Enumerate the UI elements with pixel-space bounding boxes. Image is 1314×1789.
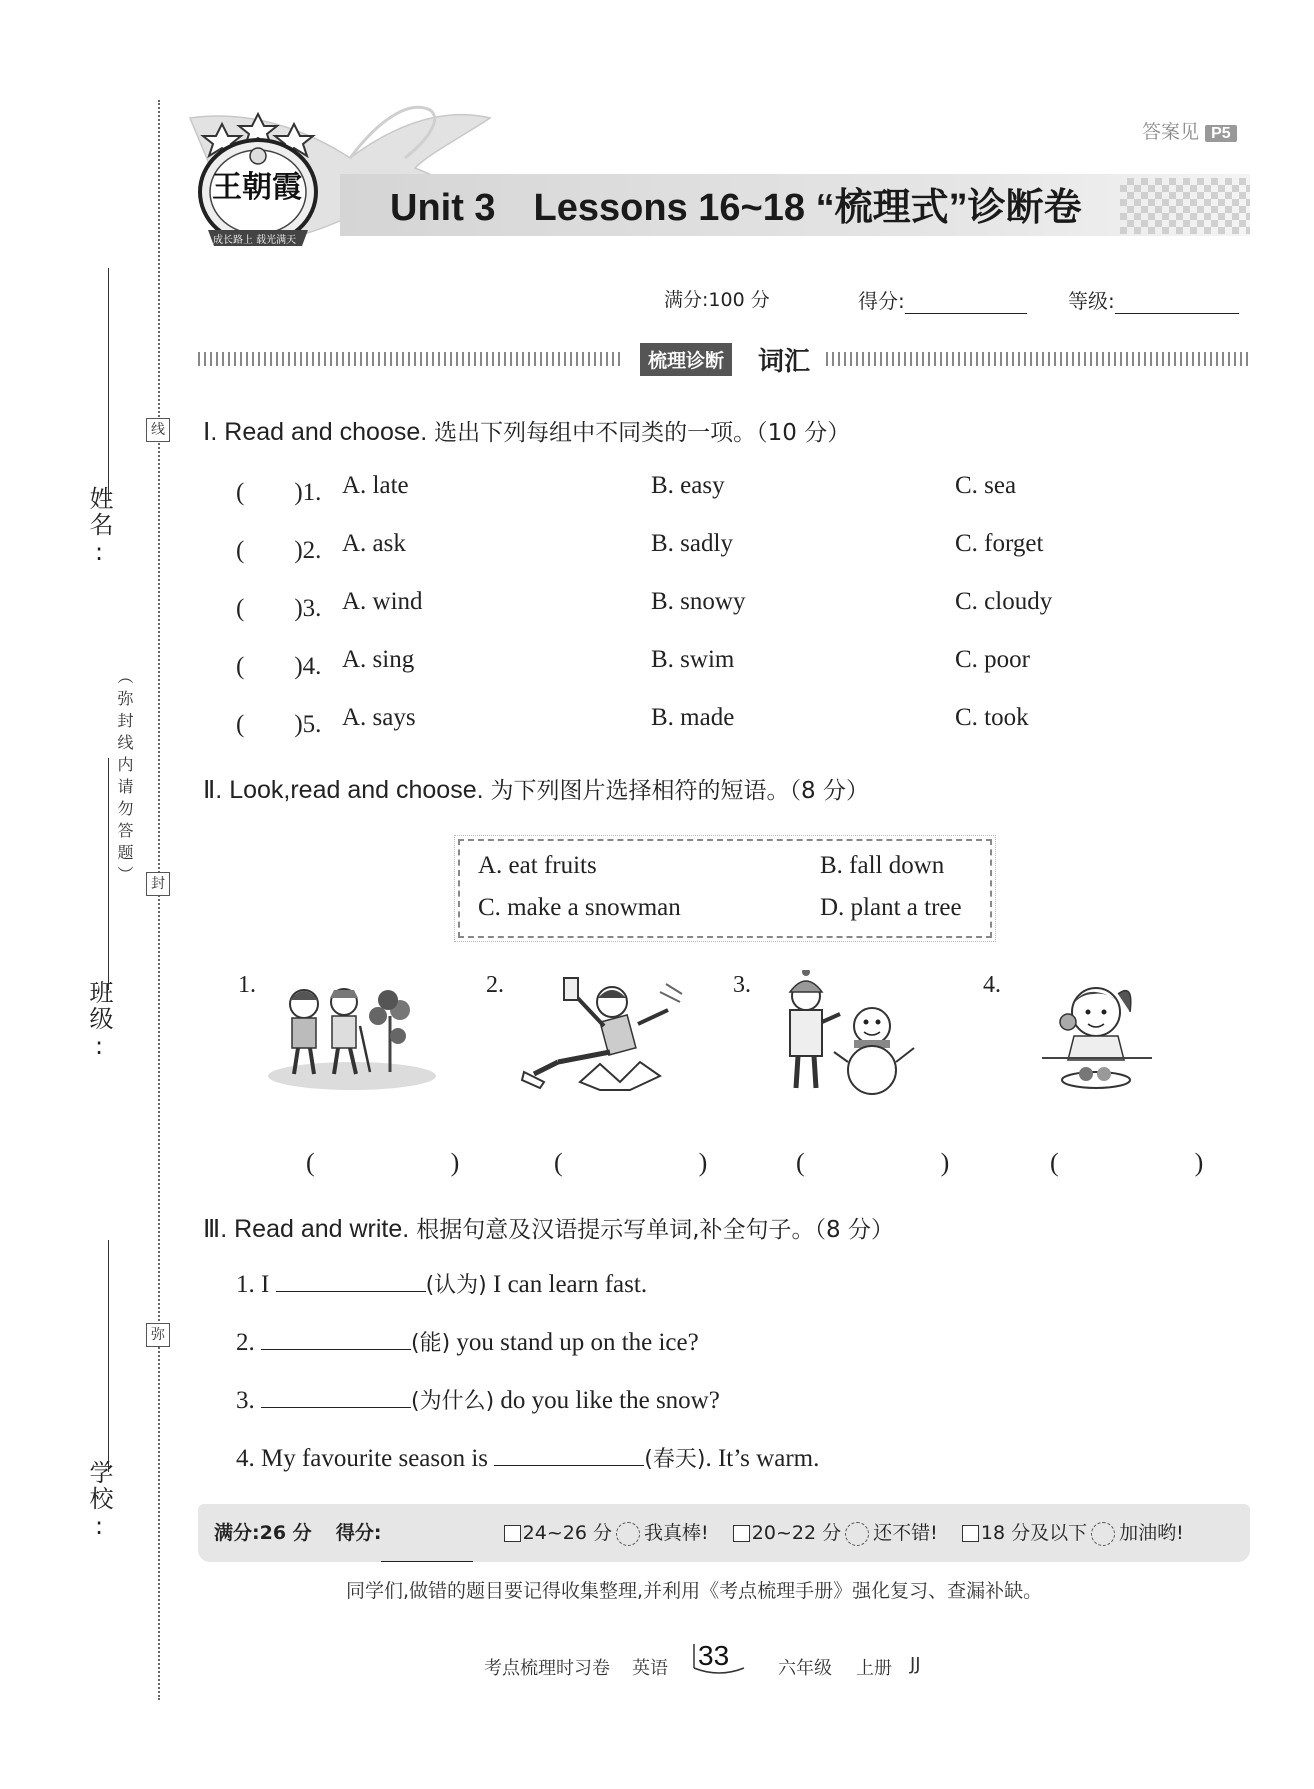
q1-item-4-c: C. poor <box>955 646 1030 673</box>
q1-item-5-b: B. made <box>651 704 735 731</box>
q1-item-2-b: B. sadly <box>651 530 733 557</box>
picture-1-number: 1. <box>238 972 256 998</box>
q3-item-3-blank[interactable] <box>261 1387 411 1408</box>
footer-volume: 上册 <box>856 1658 892 1679</box>
q1-item-3-b: B. snowy <box>651 588 746 615</box>
school-label: 学校: <box>85 1460 113 1542</box>
q3-item-3-post: do you like the snow? <box>494 1387 720 1414</box>
picture-3-number: 3. <box>733 972 751 998</box>
q1-item-1-a: A. late <box>342 472 409 499</box>
q1-item-1-c: C. sea <box>955 472 1017 499</box>
q3-item-2-hint: (能) <box>411 1331 451 1356</box>
q1-item-3-c: C. cloudy <box>955 588 1053 615</box>
section-full-score: 满分:26 分 <box>214 1522 312 1544</box>
q1-item-2-num[interactable]: ( )2. <box>236 537 322 564</box>
q3-item-2-pre: 2. <box>236 1329 261 1356</box>
q1-item-4-a: A. sing <box>342 646 415 673</box>
picture-plant-tree <box>266 976 438 1094</box>
binding-dotted-line <box>158 100 160 1700</box>
title-checker-pattern <box>1120 178 1250 234</box>
q1-heading <box>203 414 850 447</box>
picture-make-snowman <box>768 970 918 1100</box>
name-underline <box>108 268 109 500</box>
reminder-text: 同学们,做错的题目要记得收集整理,并利用《考点梳理手册》强化复习、查漏补缺。 <box>346 1580 1043 1602</box>
range-2-label: 20~22 分 <box>751 1522 842 1544</box>
q1-item-2-a: A. ask <box>342 530 406 557</box>
q3-item-4-pre: 4. My favourite season is <box>236 1445 495 1472</box>
q1-item-5-a: A. says <box>342 704 416 731</box>
q3-item-2-blank[interactable] <box>261 1329 411 1350</box>
q1-item-2-c: C. forget <box>955 530 1044 557</box>
range-1-label: 24~26 分 <box>522 1522 612 1544</box>
answer-ref-label: 答案见 <box>1142 121 1200 143</box>
section-word: 词汇 <box>758 347 811 377</box>
picture-2-number: 2. <box>486 972 504 998</box>
answer-ref-page: P5 <box>1205 125 1237 142</box>
q3-item-3 <box>236 1384 720 1415</box>
answer-paren-1[interactable]: ( ) <box>306 1148 488 1177</box>
score-blank[interactable] <box>905 291 1027 314</box>
score-label: 得分: <box>858 289 905 313</box>
option-b: B. fall down <box>820 852 945 879</box>
section-score-bar <box>198 1504 1250 1562</box>
q3-item-2-post: you stand up on the ice? <box>450 1329 699 1356</box>
seal-mark-line: 线 <box>146 418 170 442</box>
q1-item-1-b: B. easy <box>651 472 725 499</box>
section-rule-left <box>198 352 623 366</box>
q3-item-3-pre: 3. <box>236 1387 261 1414</box>
answer-paren-2[interactable]: ( ) <box>554 1148 736 1177</box>
range-1-checkbox[interactable] <box>504 1525 521 1542</box>
q2-heading-en: Ⅱ. Look,read and choose. <box>203 776 484 804</box>
q3-item-4 <box>236 1442 819 1473</box>
score-field[interactable] <box>858 285 1027 314</box>
page-title: Unit 3 Lessons 16~18 “梳理式”诊断卷 <box>390 187 1082 229</box>
q1-heading-cn: 选出下列每组中不同类的一项。（10 分） <box>434 420 851 446</box>
range-1-text: 我真棒! <box>643 1522 709 1544</box>
section-score-label: 得分: <box>335 1522 382 1544</box>
q1-item-1-num[interactable]: ( )1. <box>236 479 322 506</box>
seal-note: （弥封线内请勿答题） <box>115 668 134 888</box>
option-a: A. eat fruits <box>478 852 597 879</box>
section-score-blank[interactable] <box>381 1541 473 1562</box>
name-label: 姓名: <box>85 486 113 568</box>
grade-blank[interactable] <box>1115 291 1239 314</box>
q2-heading-cn: 为下列图片选择相符的短语。（8 分） <box>490 778 869 804</box>
footer-edition: JJ <box>910 1654 921 1675</box>
range-3-text: 加油哟! <box>1119 1522 1184 1544</box>
q3-item-4-post: . It’s warm. <box>705 1445 820 1472</box>
grade-label: 等级: <box>1068 289 1115 313</box>
q3-heading-cn: 根据句意及汉语提示写单词,补全句子。（8 分） <box>416 1217 894 1243</box>
range-2-checkbox[interactable] <box>733 1525 750 1542</box>
answer-reference <box>1142 117 1237 144</box>
q3-item-1-post: I can learn fast. <box>486 1271 648 1298</box>
section-rule-right <box>826 352 1250 366</box>
q1-item-5-c: C. took <box>955 704 1029 731</box>
q3-item-2 <box>236 1326 699 1357</box>
q1-item-3-a: A. wind <box>342 588 423 615</box>
page-number: 33 <box>698 1640 730 1671</box>
picture-eat-fruits <box>1034 972 1156 1096</box>
q3-item-1 <box>236 1268 647 1299</box>
q1-item-4-b: B. swim <box>651 646 735 673</box>
full-score: 满分:100 分 <box>664 289 770 311</box>
q3-item-1-hint: (认为) <box>425 1273 487 1298</box>
picture-4-number: 4. <box>983 972 1001 998</box>
q1-item-4-num[interactable]: ( )4. <box>236 653 322 680</box>
answer-paren-3[interactable]: ( ) <box>796 1148 978 1177</box>
q1-item-3-num[interactable]: ( )3. <box>236 595 322 622</box>
answer-paren-4[interactable]: ( ) <box>1050 1148 1232 1177</box>
footer-book: 考点梳理时习卷 <box>484 1658 610 1679</box>
range-3-label: 18 分及以下 <box>980 1522 1088 1544</box>
option-c: C. make a snowman <box>478 894 681 921</box>
smile-face-icon <box>616 1522 640 1546</box>
q3-item-1-pre: 1. I <box>236 1271 276 1298</box>
q1-heading-en: Ⅰ. Read and choose. <box>203 418 428 446</box>
q3-item-4-hint: (春天) <box>644 1447 706 1472</box>
neutral-face-icon <box>845 1522 869 1546</box>
q3-heading-en: Ⅲ. Read and write. <box>203 1215 410 1243</box>
section-tag: 梳理诊断 <box>640 343 732 376</box>
q1-item-5-num[interactable]: ( )5. <box>236 711 322 738</box>
q3-item-3-hint: (为什么) <box>411 1389 495 1414</box>
class-underline <box>108 758 109 990</box>
school-underline <box>108 1240 109 1472</box>
picture-fall-down <box>520 972 685 1096</box>
logo-text: 王朝霞 <box>212 170 302 205</box>
range-2-text: 还不错! <box>873 1522 938 1544</box>
q2-heading <box>203 772 869 805</box>
seal-mark-seal: 封 <box>146 872 170 896</box>
grade-field[interactable] <box>1068 285 1239 314</box>
footer-grade: 六年级 <box>778 1658 832 1679</box>
logo-slogan: 成长路上 载光满天 <box>213 235 297 246</box>
class-label: 班级: <box>85 980 113 1062</box>
q3-heading <box>203 1211 894 1244</box>
q3-item-4-blank[interactable] <box>494 1445 644 1466</box>
option-d: D. plant a tree <box>820 894 962 921</box>
seal-mark-close: 弥 <box>146 1323 170 1347</box>
footer-subject: 英语 <box>632 1658 668 1679</box>
q3-item-1-blank[interactable] <box>276 1271 426 1292</box>
range-3-checkbox[interactable] <box>962 1525 979 1542</box>
cheer-face-icon <box>1091 1522 1115 1546</box>
